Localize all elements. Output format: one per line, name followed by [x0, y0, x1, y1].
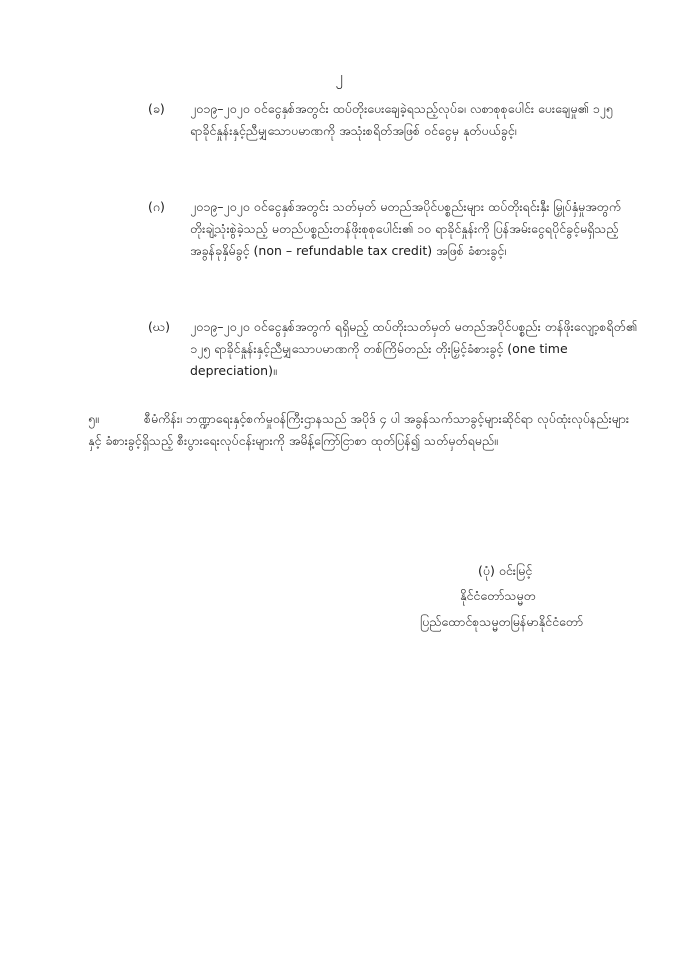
item-text: ၂၀၁၉–၂၀၂၀ ဝင်ငွေနှစ်အတွက် ရရှိမည့် ထပ်တိုးသတ်မှတ် မတည်အပိုင်ပစ္စည်း တန်ဖိုးလျော့စရိတ်၏ ၁၂၅ ရာခိုင်နှုန်းနှင့်ညီမျှသောပမာဏကို တစ်ကြိမ်တည်း တိုးမြှင့်ခံစားခွင့် (one time depreciation)။	[190, 319, 637, 378]
item-marker: (ဂ)	[148, 199, 165, 214]
paragraph-5	[88, 408, 638, 452]
paragraph-marker: ၅။	[88, 411, 99, 426]
item-marker: (ဃ)	[148, 319, 170, 334]
paragraph-text: စီမံကိန်း၊ ဘဏ္ဍာရေးနှင့်စက်မှုဝန်ကြီးဌာနသည် အပိုဒ် ၄ ပါ အခွန်သက်သာခွင့်များဆိုင်ရာ လုပ်ထုံးလုပ်နည်းများနှင့် ခံစားခွင့်ရှိသည့် စီးပွားရေးလုပ်ငန်းများကို အမိန့်ကြော်ငြာစာ ထုတ်ပြန်၍ သတ်မှတ်ရမည်။	[88, 411, 630, 448]
item-marker: (ခ)	[148, 101, 165, 116]
list-item	[148, 196, 638, 262]
list-item	[148, 316, 638, 382]
signatory-title: နိုင်ငံတော်သမ္မတ	[460, 588, 536, 603]
item-text: ၂၀၁၉–၂၀၂၀ ဝင်ငွေနှစ်အတွင်း ထပ်တိုးပေးချေခဲ့ရသည့်လုပ်ခ၊ လစာစုစုပေါင်း ပေးချေမှု၏ ၁၂၅ ရာခိုင်နှုန်းနှင့်ညီမျှသောပမာဏကို အသုံးစရိတ်အဖြစ် ဝင်ငွေမှ နုတ်ပယ်ခွင့်၊	[190, 101, 613, 138]
signatory-name: (ပုံ) ဝင်းမြင့်	[478, 563, 533, 578]
item-text: ၂၀၁၉–၂၀၂၀ ဝင်ငွေနှစ်အတွင်း သတ်မှတ် မတည်အပိုင်ပစ္စည်းများ ထပ်တိုးရင်းနှီး မြှုပ်နှံမှုအတွက် တိုးချဲ့သုံးစွဲခဲ့သည့် မတည်ပစ္စည်းတန်ဖိုးစုစုပေါင်း၏ ၁၀ ရာခိုင်နှုန်းကို ပြန်အမ်းငွေရပိုင်ခွင့်မရှိသည့် အခွန်ခုနှိမ်ခွင့် (non – refundable tax credit) အဖြစ် ခံစားခွင့်၊	[190, 199, 622, 258]
list-item	[148, 98, 638, 142]
page-number: ၂	[335, 68, 343, 86]
signatory-country: ပြည်ထောင်စုသမ္မတမြန်မာနိုင်ငံတော်	[420, 614, 584, 629]
